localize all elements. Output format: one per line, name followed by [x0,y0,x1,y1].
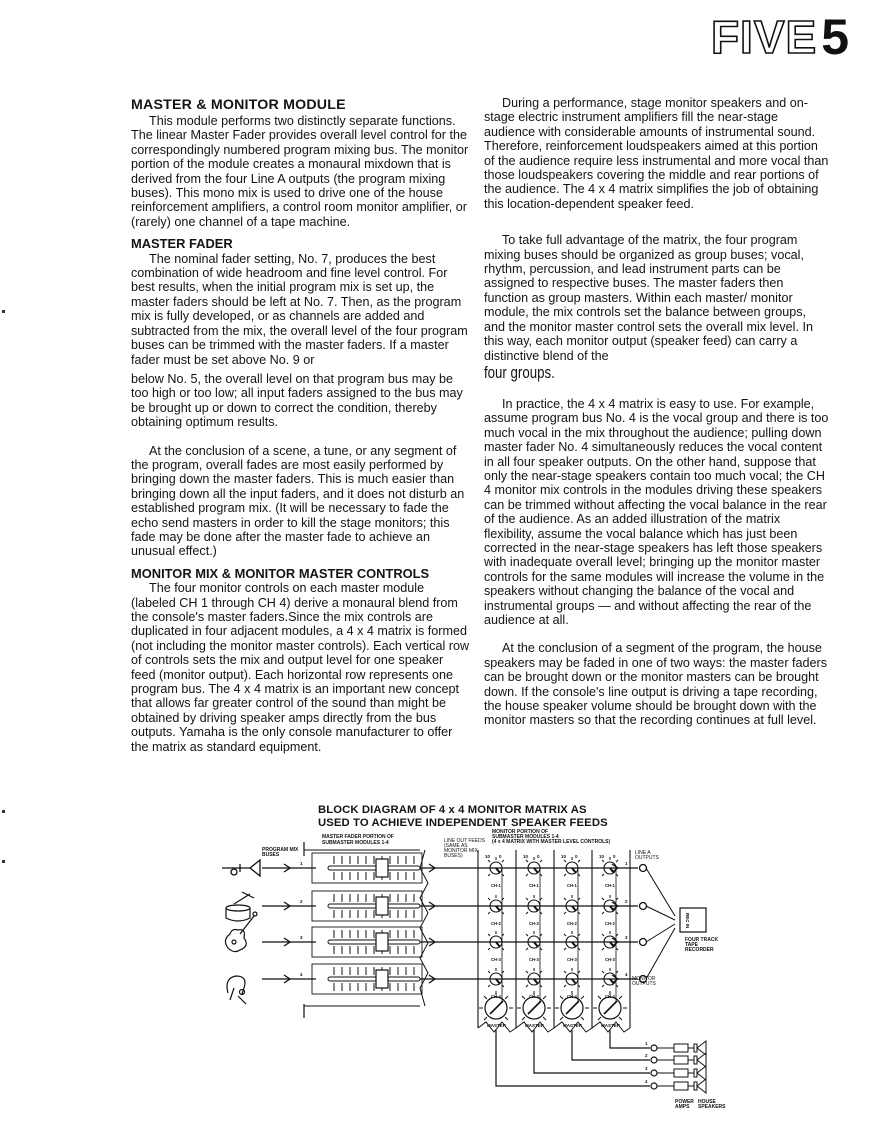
svg-text:SUBMASTER MODULES 1-4: SUBMASTER MODULES 1-4 [322,840,389,846]
svg-text:1: 1 [645,1041,648,1046]
svg-text:CH-2: CH-2 [605,921,615,926]
paragraph: The four monitor controls on each master module (labeled CH 1 through CH 4) derive a monaural blend from the console's master faders.Since the mix controls are duplicated in four adjacent modules, a 4 x 4 matrix is formed (not including the monitor master controls). Each vertical row of controls sets the mix and output level for one speaker feed (monitor output). Each horizontal row represents one program bus. The 4 x 4 matrix is an important new concept that allows far greater control of the sound than might be obtained by driving speaker amps directly from the bus outputs. Yamaha is the only console manufacturer to offer the matrix as standard equipment. [131,581,470,754]
svg-text:(4 x 4 MATRIX WITH MASTER LEVE: (4 x 4 MATRIX WITH MASTER LEVEL CONTROLS) [492,839,611,845]
svg-text:10: 10 [523,854,529,859]
diagram-title-line: BLOCK DIAGRAM OF 4 x 4 MONITOR MATRIX AS [318,804,587,816]
section-heading-master-monitor-module: MASTER & MONITOR MODULE [131,97,346,113]
svg-text:(SAME AS: (SAME AS [444,843,468,849]
svg-text:CH-3: CH-3 [491,957,501,962]
paragraph: below No. 5, the overall level on that program bus may be too high or too low; all input faders assigned to the bus may be brought up or down to correct the condition, thereby obtaining optimum results. [131,371,463,430]
label-four-track-recorder: FOUR TRACK [685,937,719,943]
svg-text:MASTER: MASTER [525,1023,544,1028]
svg-text:CH-1: CH-1 [605,883,615,888]
svg-text:CH-4: CH-4 [491,994,501,999]
label-line-a-outputs: LINE A [635,850,651,856]
monitor-outputs [496,1030,706,1093]
svg-text:CH-2: CH-2 [567,921,577,926]
left-column [131,96,471,754]
svg-text:MASTER: MASTER [601,1023,620,1028]
svg-text:TAPE: TAPE [685,942,698,948]
tape-recorder [646,868,706,979]
page-number-mark [710,9,849,65]
svg-text:AMPS: AMPS [675,1104,690,1110]
svg-text:RECORDER: RECORDER [685,947,714,953]
scan-mark [2,860,5,863]
paragraph: At the conclusion of a scene, a tune, or any segment of the program, overall fades are most easily performed by bringing down the master faders. This is much easier than bringing down all the input faders, and it does not disturb an established program mix. (It will be necessary to fade the echo send masters in order to kill the stage monitors; this fade may be done after the master fade to achieve an unusual effect.) [131,443,465,559]
svg-text:MASTER: MASTER [563,1023,582,1028]
page-number: 5 [821,9,849,65]
scan-mark [2,810,5,813]
svg-text:4: 4 [645,1079,648,1084]
svg-text:CH-2: CH-2 [529,921,539,926]
scan-mark [2,310,5,313]
paragraph: This module performs two distinctly separate functions. The linear Master Fader provides overall level control for the correspondingly numbered program mixing bus. The monitor portion of the module creates a monaural mixdown that is derived from the four Line A outputs (the program mixing buses). This mono mix is used to drive one of the house reinforcement amplifiers, a control room monitor amplifier, or (rarely) one channel of a tape machine. [131,114,469,229]
svg-text:CH-4: CH-4 [567,994,577,999]
svg-text:0: 0 [499,854,502,859]
svg-text:CH-4: CH-4 [529,994,539,999]
drum-icon [226,892,254,921]
diagram-title-line: USED TO ACHIEVE INDEPENDENT SPEAKER FEEDS [318,816,608,829]
bus-row-4 [262,964,647,994]
svg-text:2: 2 [625,899,628,904]
label-program-mix-buses: PROGRAM MIX [262,847,299,853]
svg-text:1: 1 [300,861,303,866]
svg-text:CH-1: CH-1 [491,883,501,888]
paragraph: The nominal fader setting, No. 7, produces the best combination of wide headroom and fine level control. For best results, when the initial program mix is set up, the master faders should be left at No. 7. Then, as the program mix is fully developed, or as channels are added and subtracted from the mix, the overall level of the four program buses can be trimmed with the master faders. If a master fader must be set above No. 9 or [131,251,468,367]
svg-text:CH-3: CH-3 [567,957,577,962]
svg-text:2: 2 [300,899,303,904]
right-column [484,96,829,728]
svg-text:3: 3 [645,1066,648,1071]
svg-text:10: 10 [485,854,491,859]
svg-text:MASTER: MASTER [487,1023,506,1028]
label-master-fader-portion: MASTER FADER PORTION OF [322,834,394,840]
svg-text:4: 4 [625,972,628,977]
vocalist-icon [227,976,246,1004]
svg-text:CH-3: CH-3 [605,957,615,962]
paragraph: In practice, the 4 x 4 matrix is easy to use. For example, assume program bus No. 4 is the vocal group and there is too much vocal in the mix throughout the audience; pulling down master fader No. 4 simultaneously reduces the vocal content in all four speaker outputs. On the other hand, suppose that only the near-stage speakers contain too much vocal; the CH 4 monitor mix controls in the modules driving these speakers can be trimmed without affecting the vocal balance in the rear of the audience. As an added illustration of the matrix flexibility, assume the vocal balance which has just been corrected in the near-stage speakers has left those speakers with inadequate overall level; bringing up the monitor master controls for the same modules will increase the volume in the speakers without changing the balance of the vocal and instrumental groups — and without affecting the rear of the audience at all. [484,396,829,627]
svg-text:CH-1: CH-1 [567,883,577,888]
svg-text:1: 1 [625,861,628,866]
block-diagram [220,828,760,1113]
svg-text:CH-2: CH-2 [491,921,501,926]
svg-text:0: 0 [537,854,540,859]
label-monitor-outputs: MONITOR [632,976,656,982]
label-monitor-portion: MONITOR PORTION OF [492,829,549,835]
svg-text:SPEAKERS: SPEAKERS [698,1104,726,1110]
bus-row-2 [262,891,647,921]
svg-text:REC IN: REC IN [685,913,690,929]
svg-text:CH-1: CH-1 [529,883,539,888]
svg-text:BUSES: BUSES [262,852,280,858]
svg-text:CH-3: CH-3 [529,957,539,962]
paragraph-tail: four groups. [484,362,555,382]
label-line-out-feeds: LINE OUT FEEDS [444,838,486,844]
page-word: FIVE [710,11,818,63]
svg-text:CH-4: CH-4 [605,994,615,999]
svg-text:10: 10 [599,854,605,859]
svg-text:BUSES): BUSES) [444,853,463,859]
svg-text:3: 3 [300,935,303,940]
svg-text:OUTPUTS: OUTPUTS [635,855,659,861]
svg-text:0: 0 [575,854,578,859]
section-heading-master-fader: MASTER FADER [131,236,233,252]
svg-text:2: 2 [645,1053,648,1058]
paragraph: To take full advantage of the matrix, the four program mixing buses should be organized as group buses; vocal, rhythm, percussion, and lead instrument parts can be assigned to respective buses. The master faders then function as group masters. Within each master/ monitor module, the mix controls set the balance between groups, and the monitor master control sets the overall mix level. In this way, each monitor output (speaker feed) can carry a distinctive blend of the [484,233,813,363]
label-power-amps: POWER [675,1099,694,1105]
horn-icon [222,860,260,876]
diagram-title [318,804,628,829]
svg-text:SUBMASTER MODULES 1-4: SUBMASTER MODULES 1-4 [492,834,559,840]
section-heading-monitor-mix: MONITOR MIX & MONITOR MASTER CONTROLS [131,565,430,581]
svg-text:10: 10 [561,854,567,859]
svg-text:4: 4 [300,972,303,977]
paragraph: At the conclusion of a segment of the program, the house speakers may be faded in one of two ways: the master faders can be brought down or the monitor masters can be brought down. If the console's line output is driving a tape recording, the house speaker volume should be brought down with the monitor masters so that the recording continues at full level. [484,641,828,728]
svg-text:MONITOR MIX: MONITOR MIX [444,848,478,854]
matrix-knobs [485,857,621,987]
svg-text:OUTPUTS: OUTPUTS [632,981,656,987]
bus-row-3 [262,927,647,957]
svg-text:0: 0 [613,854,616,859]
svg-text:3: 3 [625,935,628,940]
guitar-icon [225,912,257,952]
paragraph: During a performance, stage monitor speakers and on-stage electric instrument amplifiers fill the near-stage audience with considerable amounts of instrumental sound. Therefore, reinforcement loudspeakers aimed at this portion of the audience require less instrumental and more vocal than those loudspeakers covering the middle and rear portions of the audience. The 4 x 4 matrix simplifies the job of obtaining this location-dependent speaker feed. [484,96,829,211]
label-house-speakers: HOUSE [698,1099,716,1105]
